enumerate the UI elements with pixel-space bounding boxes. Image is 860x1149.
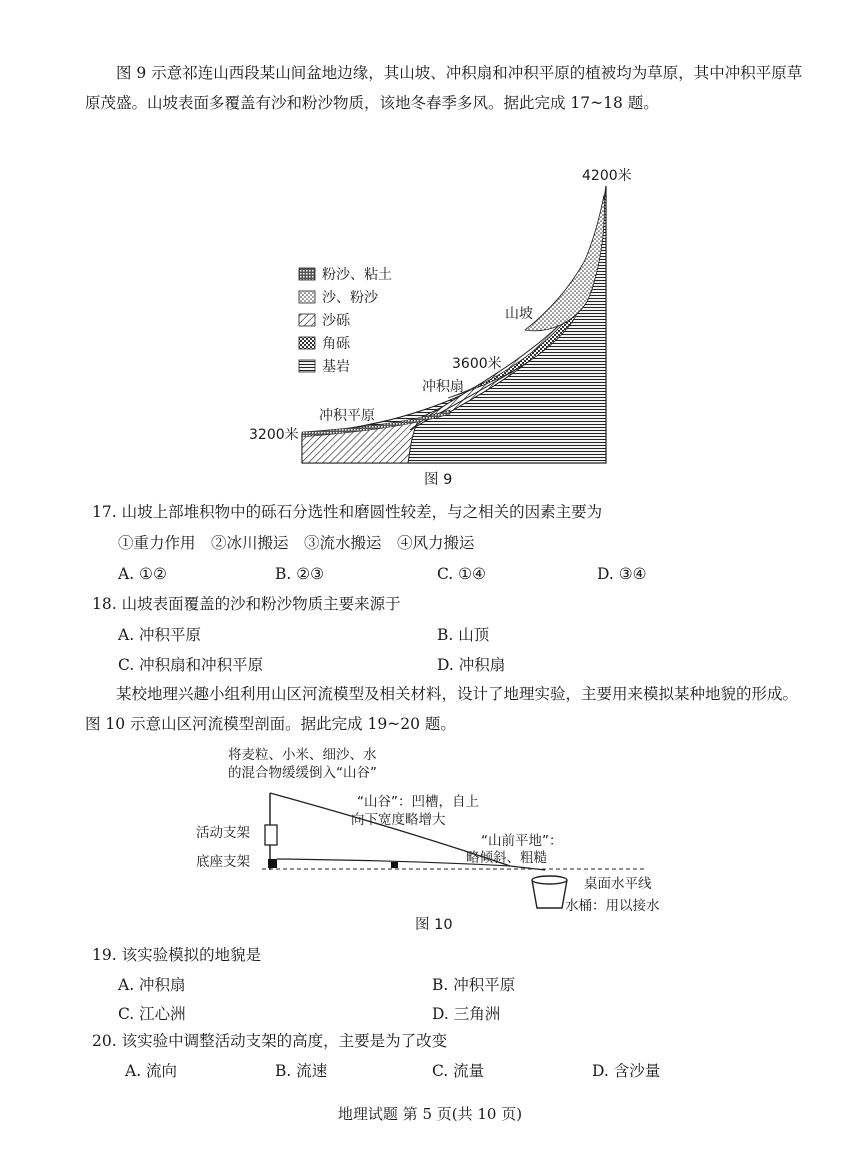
figure-9-caption: 图 9 [424, 472, 453, 488]
figure-9 [0, 158, 860, 488]
q18-option-c: C. 冲积扇和冲积平原 [118, 656, 264, 674]
q20-option-c: C. 流量 [432, 1062, 485, 1080]
label-4200: 4200米 [582, 168, 632, 184]
page-footer: 地理试题 第 5 页(共 10 页) [337, 1105, 523, 1123]
q19-option-b: B. 冲积平原 [432, 976, 516, 994]
q19-stem: 19. 该实验模拟的地貌是 [92, 946, 262, 964]
q17-items: ①重力作用 ②冰川搬运 ③流水搬运 ④风力搬运 [118, 534, 475, 552]
q20-option-d: D. 含沙量 [592, 1062, 661, 1080]
q19-option-d: D. 三角洲 [432, 1005, 501, 1023]
base-support [268, 859, 277, 868]
legend-item-2: 沙、粉沙 [322, 290, 378, 306]
q18-stem: 18. 山坡表面覆盖的沙和粉沙物质主要来源于 [92, 595, 401, 613]
label-3600: 3600米 [452, 356, 502, 372]
q20-option-a: A. 流向 [125, 1062, 178, 1080]
q17-option-a: A. ①② [118, 565, 167, 583]
q17-option-d: D. ③④ [597, 565, 647, 583]
legend-item-5: 基岩 [322, 359, 350, 375]
label-plain: 冲积平原 [319, 408, 375, 424]
q20-stem: 20. 该实验中调整活动支架的高度，主要是为了改变 [92, 1032, 448, 1050]
active-support [265, 825, 277, 845]
q17-stem: 17. 山坡上部堆积物中的砾石分选性和磨圆性较差，与之相关的因素主要为 [92, 503, 603, 521]
q19-option-c: C. 江心洲 [118, 1005, 186, 1023]
q20-option-b: B. 流速 [275, 1062, 328, 1080]
support-base-label: 底座支架 [196, 854, 250, 870]
pour-label-line2: 的混合物缓缓倒入“山谷” [228, 765, 377, 781]
figure-10-caption: 图 10 [415, 917, 453, 933]
q19-option-a: A. 冲积扇 [118, 976, 186, 994]
label-3200: 3200米 [249, 427, 299, 443]
label-fan: 冲积扇 [422, 379, 464, 395]
q18-option-b: B. 山顶 [437, 626, 490, 644]
legend-item-3: 沙砾 [322, 313, 350, 329]
intro-paragraph-1: 图 9 示意祁连山西段某山间盆地边缘，其山坡、冲积扇和冲积平原的植被均为草原，其中冲积平原草原茂盛。山坡表面多覆盖有沙和粉沙物质，该地冬春季多风。据此完成 17~18 题。 [85, 64, 803, 112]
bucket-label: 水桶：用以接水 [565, 898, 660, 914]
figure-10 [0, 740, 860, 940]
q18-option-a: A. 冲积平原 [118, 626, 202, 644]
label-slope: 山坡 [505, 306, 533, 322]
valley-label-line1: “山谷”：凹槽，自上 [357, 794, 479, 810]
support-active-label: 活动支架 [196, 825, 250, 841]
q17-option-b: B. ②③ [275, 565, 325, 583]
plain-label-line2: 略倾斜、粗糙 [466, 850, 547, 866]
intro-paragraph-2: 某校地理兴趣小组利用山区河流模型及相关材料，设计了地理实验，主要用来模拟某种地貌的形成。图 10 示意山区河流模型剖面。据此完成 19~20 题。 [85, 685, 799, 733]
q17-option-c: C. ①④ [437, 565, 486, 583]
q18-option-d: D. 冲积扇 [437, 656, 506, 674]
figure-9-legend [299, 266, 392, 375]
table-line-label: 桌面水平线 [584, 876, 652, 892]
legend-item-1: 粉沙、粘土 [322, 267, 392, 283]
valley-label-line2: 向下宽度略增大 [351, 812, 446, 828]
pour-label-line1: 将麦粒、小米、细沙、水 [228, 747, 377, 763]
legend-item-4: 角砾 [322, 336, 350, 352]
plain-label-line1: “山前平地”： [481, 833, 563, 849]
